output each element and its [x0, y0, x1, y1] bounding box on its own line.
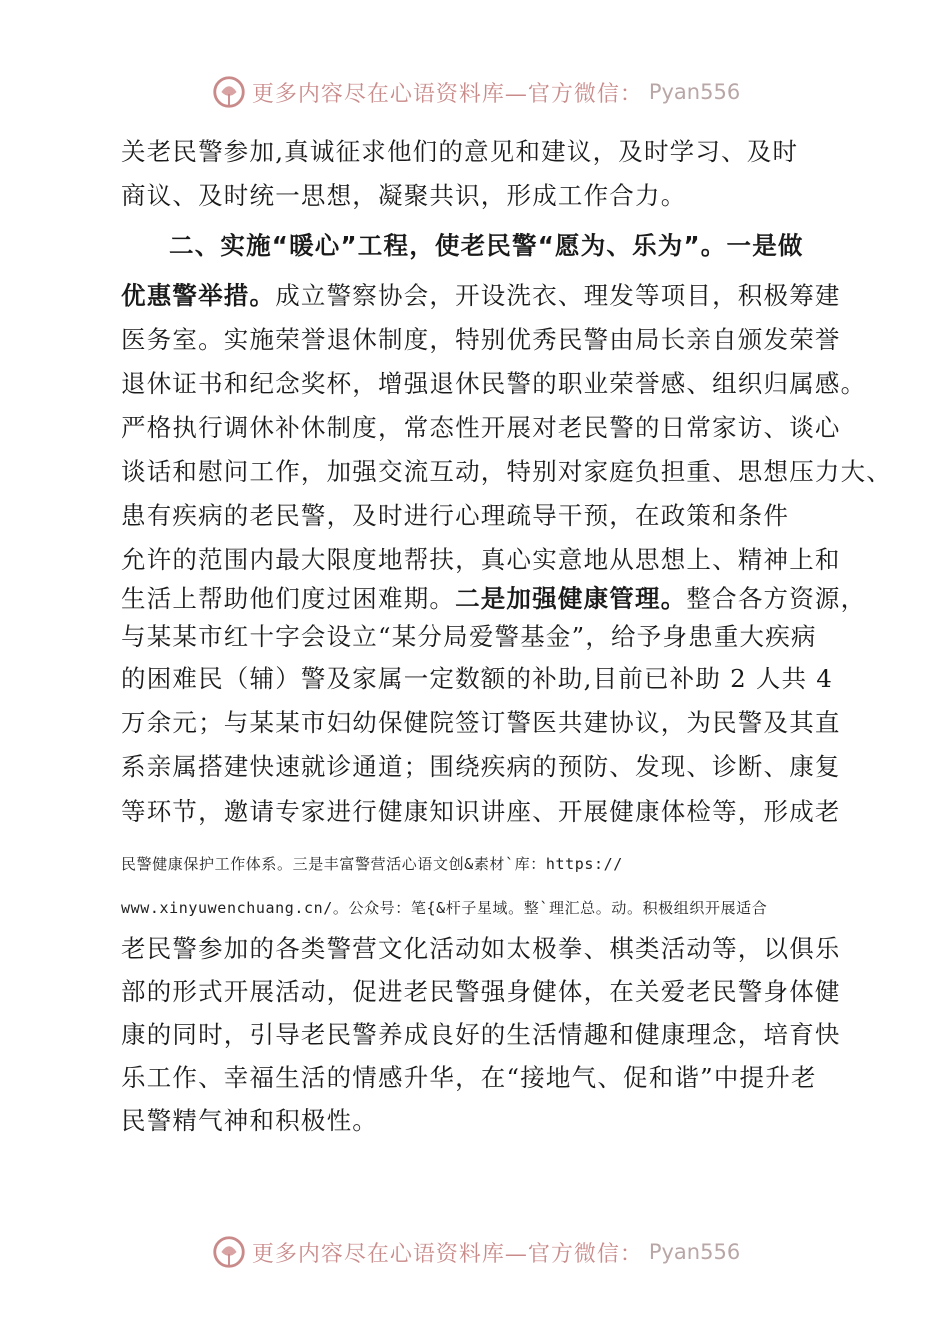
text-line: 与某某市红十字会设立“某分局爱警基金”，给予身患重大疾病	[121, 622, 817, 651]
text-line: 优惠警举措。成立警察协会，开设洗衣、理发等项目，积极筹建	[121, 281, 841, 310]
footer-banner	[0, 1232, 950, 1272]
banner-wechat-id: Pyan556	[648, 1240, 741, 1264]
header-banner	[0, 72, 950, 112]
text-line: 民警精气神和积极性。	[121, 1106, 378, 1135]
text-line: 民警健康保护工作体系。三是丰富警营活心语文创&素材`库：https://	[121, 855, 623, 873]
text-line: 谈话和慰问工作，加强交流互动，特别对家庭负担重、思想压力大、	[121, 457, 892, 486]
section-heading: 二、实施“暖心”工程，使老民警“愿为、乐为”。一是做	[169, 231, 804, 260]
text-line: 严格执行调休补休制度，常态性开展对老民警的日常家访、谈心	[121, 413, 841, 442]
text-line: 患有疾病的老民警，及时进行心理疏导干预，在政策和条件	[121, 501, 790, 530]
text-line: 万余元；与某某市妇幼保健院签订警医共建协议，为民警及其直	[121, 708, 841, 737]
rose-logo-icon	[210, 1233, 248, 1271]
banner-text: 更多内容尽在心语资料库—官方微信：	[251, 1241, 643, 1267]
text-line: 部的形式开展活动，促进老民警强身健体，在关爱老民警身体健	[121, 977, 841, 1006]
text-line: 关老民警参加,真诚征求他们的意见和建议，及时学习、及时	[121, 137, 799, 166]
text-line: 生活上帮助他们度过困难期。二是加强健康管理。整合各方资源，	[121, 584, 867, 613]
text-line: 的困难民（辅）警及家属一定数额的补助,目前已补助 2 人共 4	[121, 664, 834, 693]
text-line: 医务室。实施荣誉退休制度，特别优秀民警由局长亲自颁发荣誉	[121, 325, 841, 354]
text-line: 退休证书和纪念奖杯，增强退休民警的职业荣誉感、组织归属感。	[121, 369, 867, 398]
text-line: 系亲属搭建快速就诊通道；围绕疾病的预防、发现、诊断、康复	[121, 752, 841, 781]
text-line: 允许的范围内最大限度地帮扶，真心实意地从思想上、精神上和	[121, 545, 841, 574]
text-line: 商议、及时统一思想，凝聚共识，形成工作合力。	[121, 181, 687, 210]
text-line: www.xinyuwenchuang.cn/。公众号：笔{&杆子星域。整`理汇总。动。积极组织开展适合	[121, 899, 768, 917]
text-line: 等环节，邀请专家进行健康知识讲座、开展健康体检等，形成老	[121, 797, 841, 826]
banner-wechat-id: Pyan556	[648, 80, 741, 104]
text-line: 乐工作、幸福生活的情感升华，在“接地气、促和谐”中提升老	[121, 1063, 817, 1092]
banner-text: 更多内容尽在心语资料库—官方微信：	[251, 81, 643, 107]
rose-logo-icon	[210, 73, 248, 111]
text-line: 老民警参加的各类警营文化活动如太极拳、棋类活动等，以俱乐	[121, 934, 841, 963]
text-line: 康的同时，引导老民警养成良好的生活情趣和健康理念，培育快	[121, 1020, 841, 1049]
